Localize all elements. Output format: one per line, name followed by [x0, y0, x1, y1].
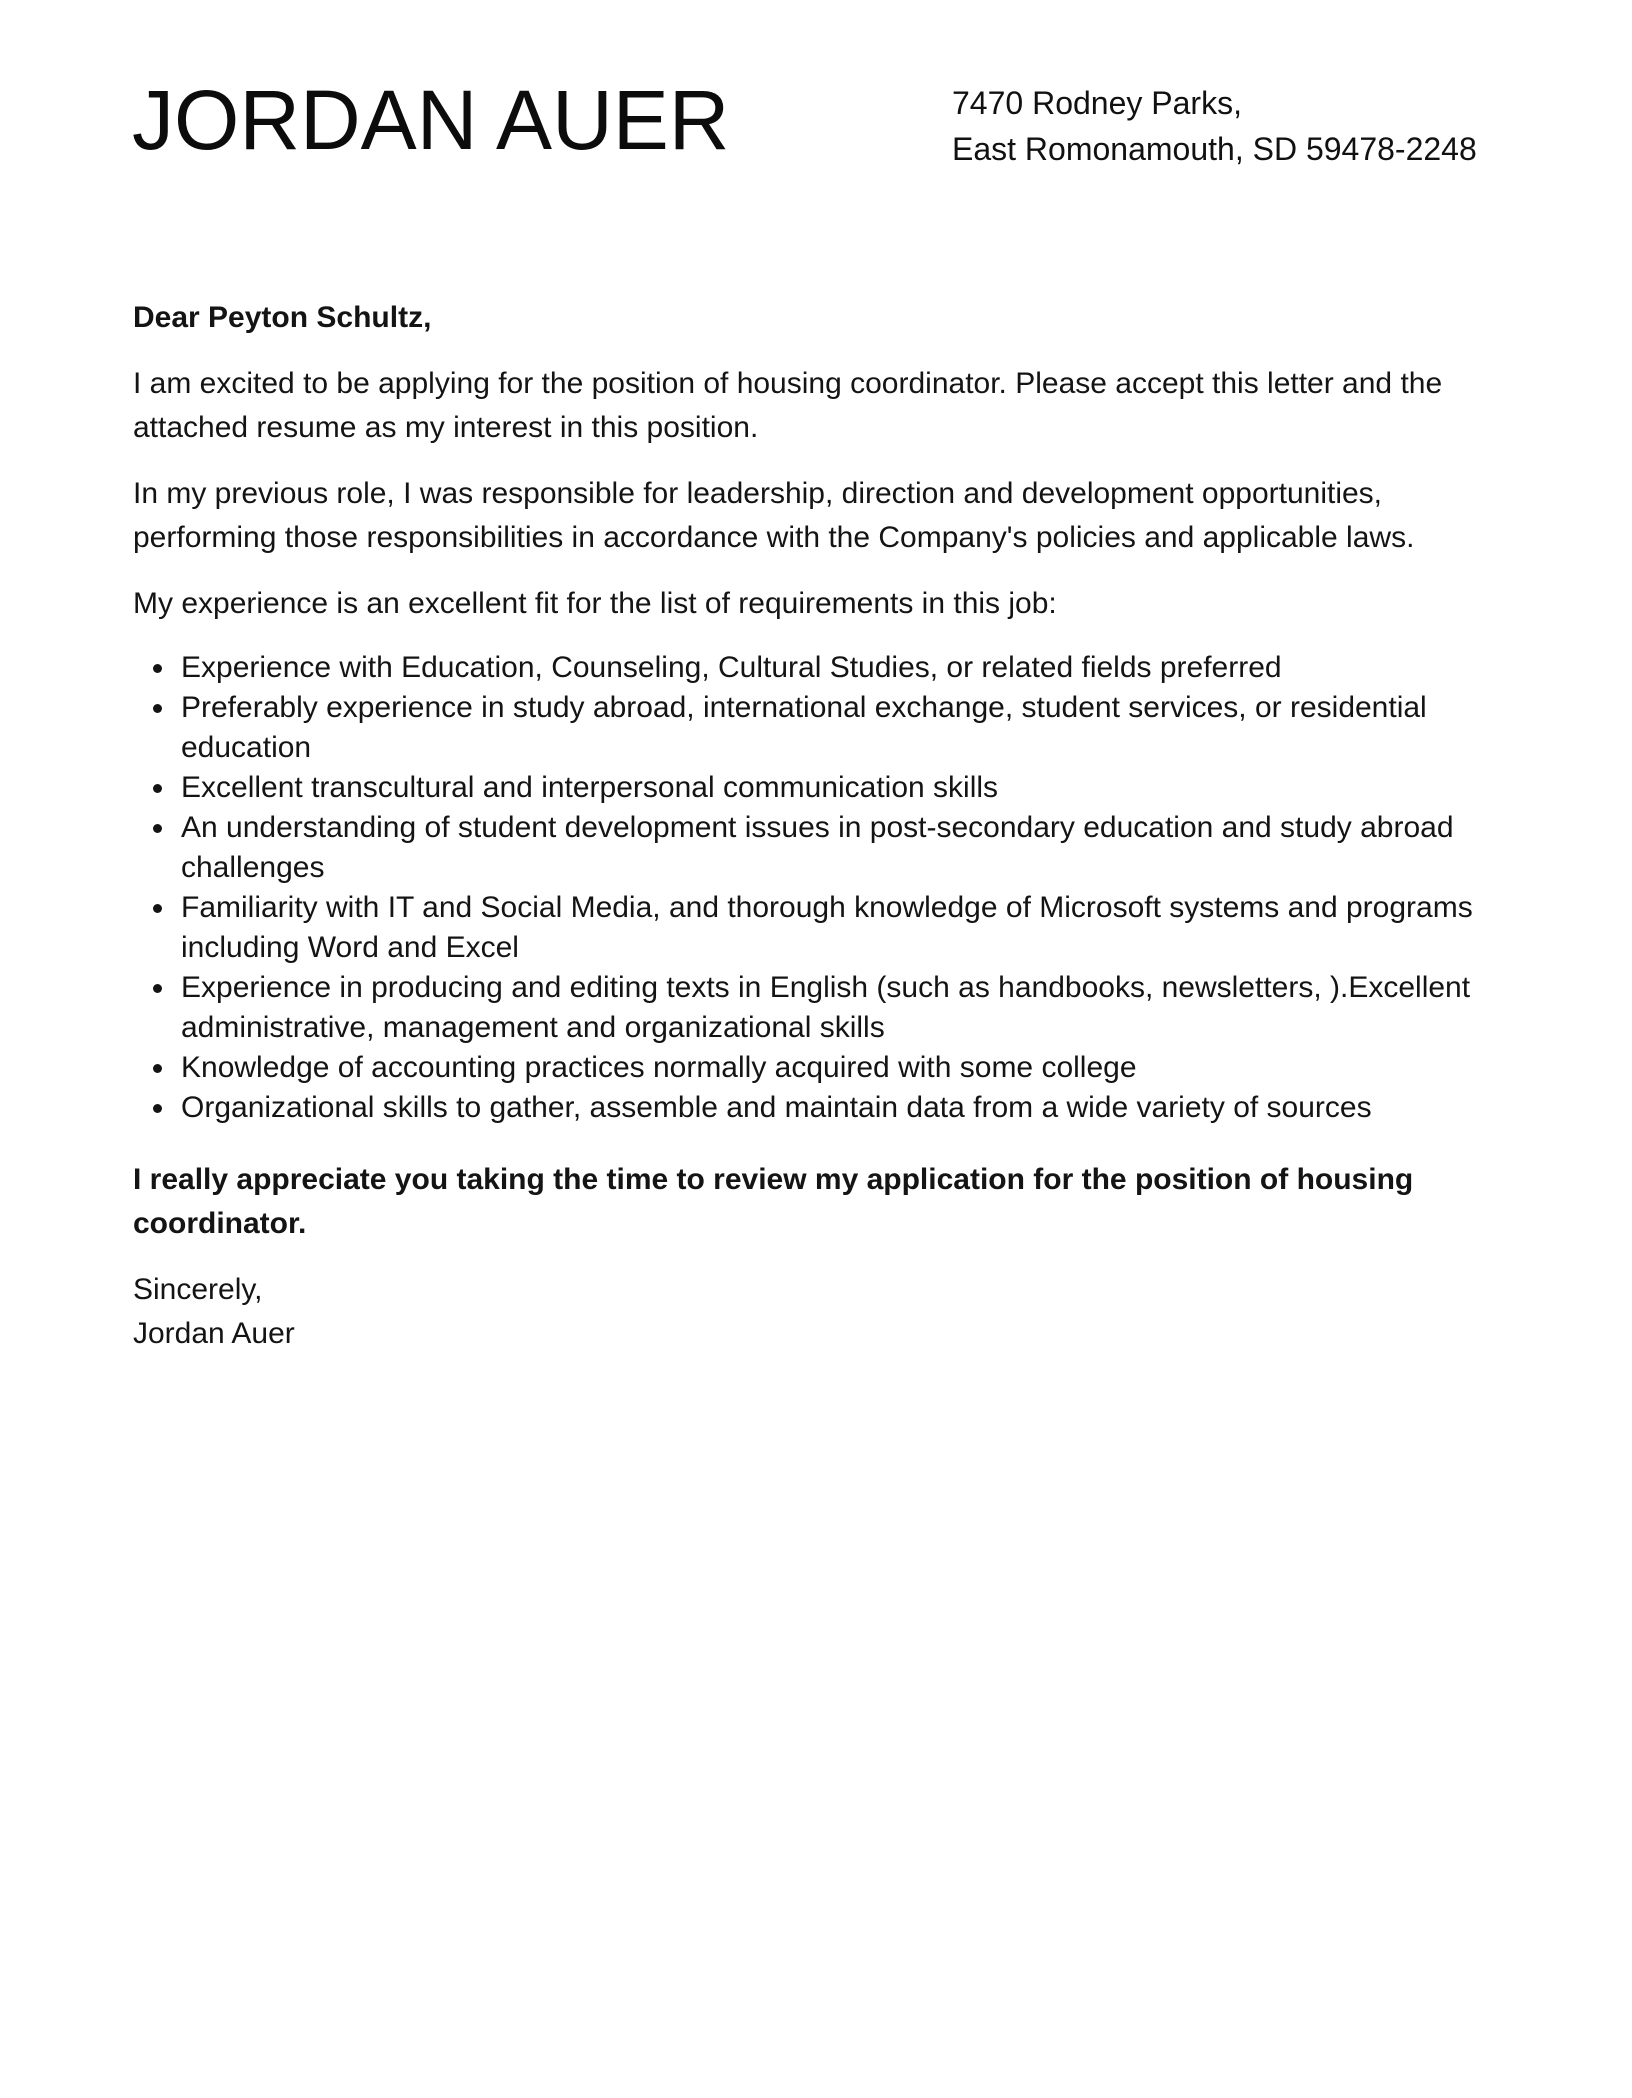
requirement-text: Preferably experience in study abroad, international exchange, student services, or residential education — [181, 691, 1427, 764]
list-item — [181, 968, 1503, 1048]
list-item — [181, 688, 1503, 768]
bullet-icon — [153, 904, 162, 913]
requirements-intro: My experience is an excellent fit for the list of requirements in this job: — [133, 587, 1057, 620]
requirement-text: Excellent transcultural and interpersonal communication skills — [181, 771, 999, 804]
letter-body — [133, 296, 1503, 1356]
requirements-list — [133, 648, 1503, 1128]
salutation: Dear Peyton Schultz, — [133, 301, 432, 334]
requirement-text: Experience with Education, Counseling, Cultural Studies, or related fields preferred — [181, 651, 1282, 684]
address-line-1: 7470 Rodney Parks, — [952, 85, 1242, 121]
requirement-text: Organizational skills to gather, assemble and maintain data from a wide variety of sources — [181, 1091, 1372, 1124]
bullet-icon — [153, 1064, 162, 1073]
list-item — [181, 1088, 1503, 1128]
signature-name: Jordan Auer — [133, 1317, 295, 1350]
experience-paragraph: In my previous role, I was responsible for leadership, direction and development opportunities, performing those responsibilities in accordance with the Company's policies and applicable laws. — [133, 477, 1415, 554]
requirement-text: An understanding of student development issues in post-secondary education and study abroad challenges — [181, 811, 1454, 884]
list-item — [181, 888, 1503, 968]
address-line-2: East Romonamouth, SD 59478-2248 — [952, 131, 1477, 167]
requirement-text: Knowledge of accounting practices normally acquired with some college — [181, 1051, 1137, 1084]
closing-paragraph: I really appreciate you taking the time to review my application for the position of housing coordinator. — [133, 1163, 1414, 1240]
bullet-icon — [153, 704, 162, 713]
bullet-icon — [153, 824, 162, 833]
bullet-icon — [153, 984, 162, 993]
bullet-icon — [153, 664, 162, 673]
bullet-icon — [153, 784, 162, 793]
intro-paragraph: I am excited to be applying for the position of housing coordinator. Please accept this letter and the attached resume as my interest in this position. — [133, 367, 1443, 444]
signoff-text: Sincerely, — [133, 1273, 263, 1306]
list-item — [181, 1048, 1503, 1088]
list-item — [181, 808, 1503, 888]
signoff — [133, 1268, 1503, 1356]
list-item — [181, 648, 1503, 688]
requirement-text: Experience in producing and editing texts in English (such as handbooks, newsletters, ).Excellent administrative, management and organizational skills — [181, 971, 1471, 1044]
bullet-icon — [153, 1104, 162, 1113]
applicant-address — [952, 80, 1477, 172]
applicant-name: JORDAN AUER — [132, 73, 730, 167]
requirement-text: Familiarity with IT and Social Media, and thorough knowledge of Microsoft systems and programs including Word and Excel — [181, 891, 1473, 964]
list-item — [181, 768, 1503, 808]
